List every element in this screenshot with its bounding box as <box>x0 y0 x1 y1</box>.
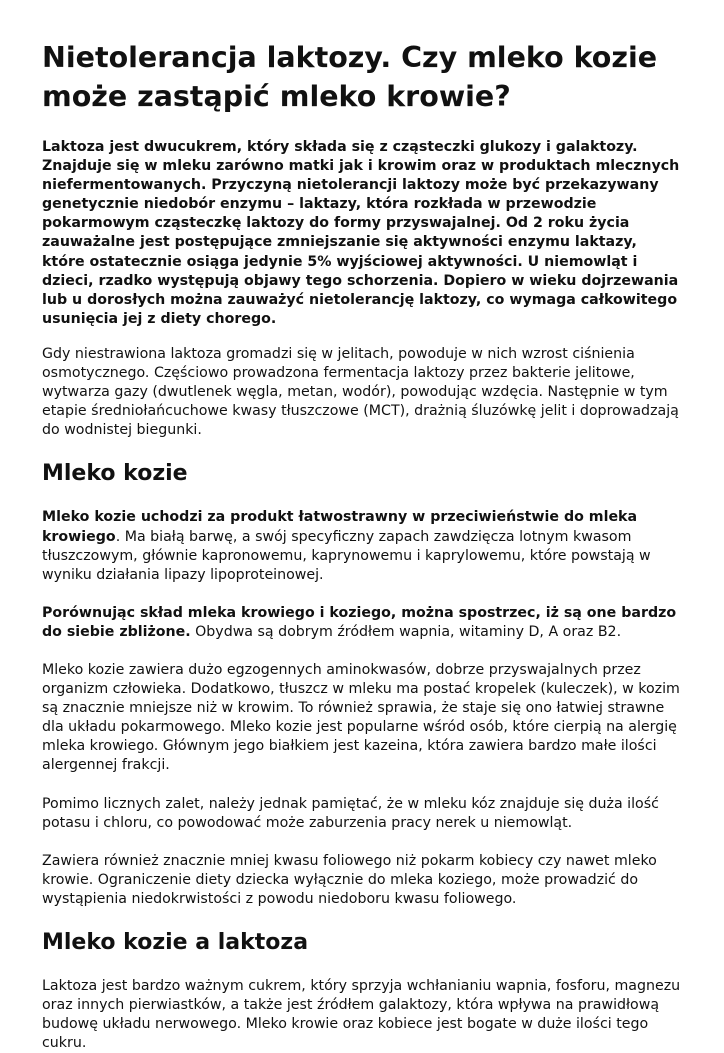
section1-paragraph-3: Mleko kozie zawiera dużo egzogennych aminokwasów, dobrze przyswajalnych przez organizm człowieka. Dodatkowo, tłuszcz w mleku ma postać kropelek (kuleczek), w kozim są znacznie mniejsze niż w krowim. To również sprawia, że staje się ono łatwiej strawne dla układu pokarmowego. Mleko kozie jest popularne wśród osób, które cierpią na alergię mleka krowiego. Głównym jego białkiem jest kazeina, która zawiera bardzo małe ilości alergennej frakcji. <box>42 661 680 774</box>
article-title: Nietolerancja laktozy. Czy mleko kozie może zastąpić mleko krowie? <box>42 41 658 113</box>
section2-paragraph-1: Laktoza jest bardzo ważnym cukrem, który sprzyja wchłanianiu wapnia, fosforu, magnezu oraz innych pierwiastków, a także jest źródłem galaktozy, która wpływa na prawidłową budowę układu nerwowego. Mleko krowie oraz kobiece jest bogate w duże ilości tego cukru. <box>42 978 681 1052</box>
section1-paragraph-2 <box>42 604 682 642</box>
section1-paragraph-1 <box>42 508 682 584</box>
section1-paragraph-4: Pomimo licznych zalet, należy jednak pamiętać, że w mleku kóz znajduje się duża ilość potasu i chloru, co powodować może zaburzenia pracy nerek u niemowląt. <box>42 795 659 831</box>
section-heading-mleko-kozie-a-laktoza: Mleko kozie a laktoza <box>42 930 309 955</box>
section1-p2-text: Obydwa są dobrym źródłem wapnia, witaminy D, A oraz B2. <box>190 623 622 640</box>
section1-p1-bold: Mleko kozie uchodzi za produkt łatwostrawny w przeciwieństwie do mleka krowiego <box>42 509 638 545</box>
section1-p1-text: . Ma białą barwę, a swój specyficzny zapach zawdzięcza lotnym kwasom tłuszczowym, głównie kapronowemu, kaprynowemu i kaprylowemu, które powstają w wyniku działania lipazy lipoproteinowej. <box>42 528 651 583</box>
lead-paragraph: Laktoza jest dwucukrem, który składa się z cząsteczki glukozy i galaktozy. Znajduje się w mleku zarówno matki jak i krowim oraz w produktach mlecznych niefermentowanych. Przyczyną nietolerancji laktozy może być przekazywany genetycznie niedobór enzymu – laktazy, która rozkłada w przewodzie pokarmowym cząsteczkę laktozy do formy przyswajalnej. Od 2 roku życia zauważalne jest postępujące zmniejszanie się aktywności enzymu laktazy, które ostatecznie osiąga jedynie 5% wyjściowej aktywności. U niemowląt i dzieci, rzadko występują objawy tego schorzenia. Dopiero w wieku dojrzewania lub u dorosłych można zauważyć nietolerancję laktozy, co wymaga całkowitego usunięcia jej z diety chorego. <box>42 139 680 327</box>
intro-paragraph: Gdy niestrawiona laktoza gromadzi się w jelitach, powoduje w nich wzrost ciśnienia osmotycznego. Częściowo prowadzona fermentacja laktozy przez bakterie jelitowe, wytwarza gazy (dwutlenek węgla, metan, wodór), powodując wzdęcia. Następnie w tym etapie średniołańcuchowe kwasy tłuszczowe (MCT), drażnią śluzówkę jelit i doprowadzają do wodnistej biegunki. <box>42 345 679 439</box>
section1-p2-bold: Porównując skład mleka krowiego i koziego, można spostrzec, iż są one bardzo do siebie zbliżone. <box>42 604 677 640</box>
section1-paragraph-5: Zawiera również znacznie mniej kwasu foliowego niż pokarm kobiecy czy nawet mleko krowie. Ograniczenie diety dziecka wyłącznie do mleka koziego, może prowadzić do wystąpienia niedokrwistości z powodu niedoboru kwasu foliowego. <box>42 852 657 907</box>
section-heading-mleko-kozie: Mleko kozie <box>42 461 188 487</box>
